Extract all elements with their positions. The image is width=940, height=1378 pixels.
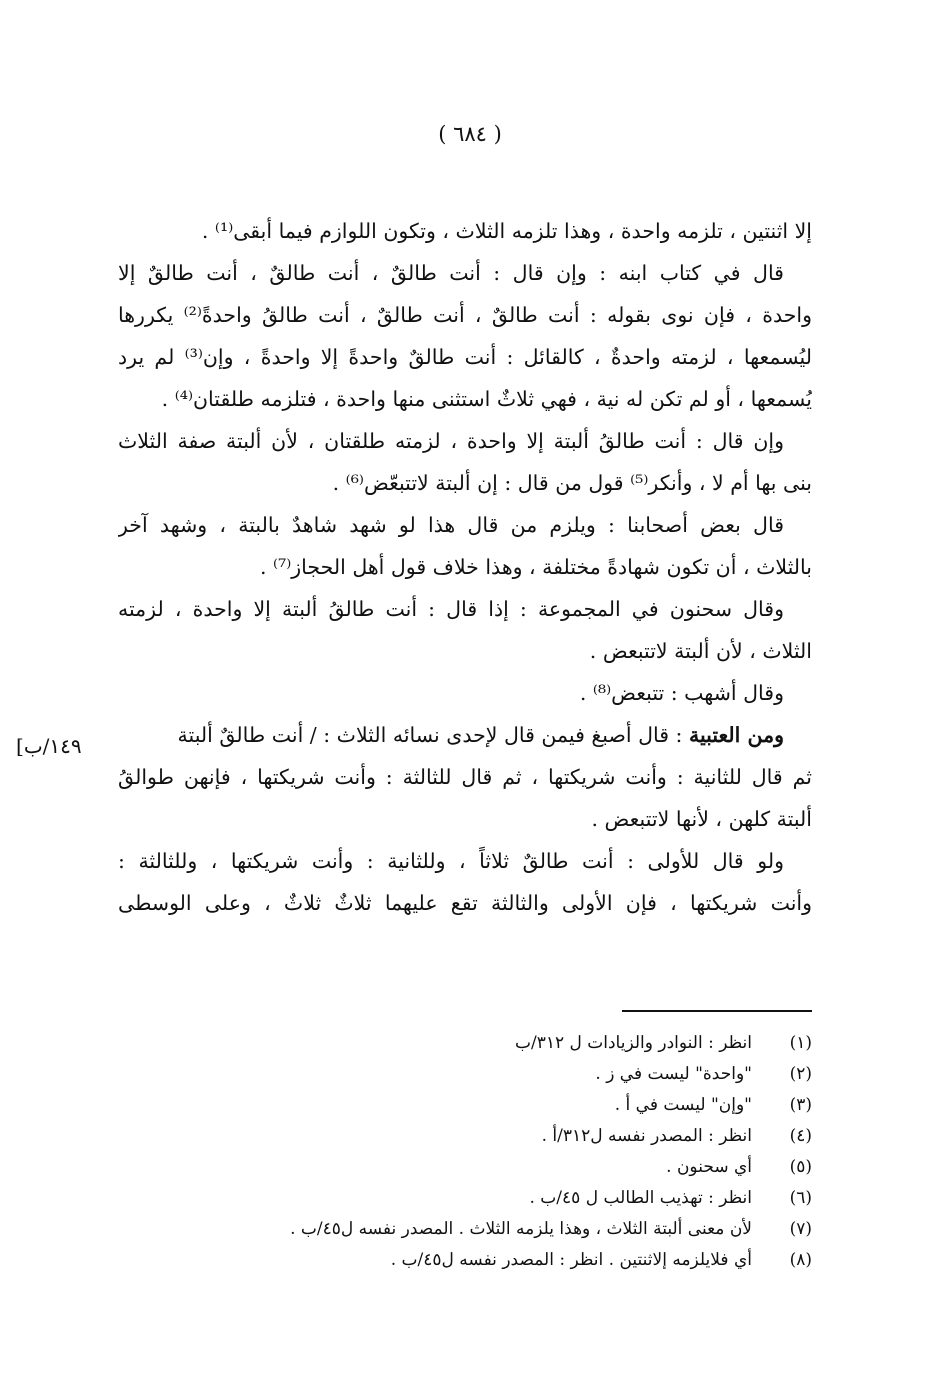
- text-line-16: ولو قال للأولى : أنت طالقٌ ثلاثاً ، وللثانية : وأنت شريكتها ، وللثالثة :: [118, 849, 784, 873]
- footnotes: [200, 1028, 812, 1276]
- footnote-text: انظر : المصدر نفسه ل٣١٢/أ .: [541, 1126, 752, 1146]
- footnote-number: (٧): [789, 1219, 812, 1239]
- text-line-2: قال في كتاب ابنه : وإن قال : أنت طالقٌ ، أنت طالقٌ ، أنت طالقٌ إلا: [118, 261, 784, 285]
- footnote-text: انظر : النوادر والزيادات ل ٣١٢/ب: [514, 1033, 752, 1053]
- text-line-8: قال بعض أصحابنا : ويلزم من قال هذا لو شهد شاهدٌ بالبتة ، وشهد آخر: [118, 513, 784, 537]
- main-text: [118, 210, 812, 924]
- footnote: [200, 1090, 812, 1121]
- text-line-11: الثلاث ، لأن ألبتة لاتتبعض .: [589, 639, 812, 663]
- text-line-9: بالثلاث ، أن تكون شهادةً مختلفة ، وهذا خلاف قول أهل الحجاز⁽⁷⁾ .: [259, 555, 812, 579]
- text-line-13: ومن العتبية : قال أصبغ فيمن قال لإحدى نسائه الثلاث : / أنت طالقٌ ألبتة: [177, 723, 784, 747]
- footnote: [200, 1059, 812, 1090]
- margin-folio-note: [١٤٩/ب: [16, 734, 82, 758]
- text-line-1: إلا اثنتين ، تلزمه واحدة ، وهذا تلزمه الثلاث ، وتكون اللوازم فيما أبقى⁽¹⁾ .: [201, 219, 812, 243]
- footnote-number: (٣): [789, 1095, 812, 1115]
- footnote-number: (٦): [789, 1188, 812, 1208]
- footnote: [200, 1183, 812, 1214]
- text-line-10: وقال سحنون في المجموعة : إذا قال : أنت طالقُ ألبتة إلا واحدة ، لزمته: [118, 597, 784, 621]
- text-line-4: ليُسمعها ، لزمته واحدةٌ ، كالقائل : أنت طالقٌ واحدةً إلا واحدةً ، وإن⁽³⁾ لم يرد: [118, 345, 812, 369]
- footnote-divider: [622, 1010, 812, 1012]
- text-line-5: يُسمعها ، أو لم تكن له نية ، فهي ثلاثٌ استثنى منها واحدة ، فتلزمه طلقتان⁽⁴⁾ .: [161, 387, 812, 411]
- footnote-text: لأن معنى ألبتة الثلاث ، وهذا يلزمه الثلاث . المصدر نفسه ل٤٥/ب .: [290, 1219, 752, 1239]
- footnote-number: (٥): [789, 1157, 812, 1177]
- footnote: [200, 1152, 812, 1183]
- text-line-12: وقال أشهب : تتبعض⁽⁸⁾ .: [579, 681, 784, 705]
- text-line-6: وإن قال : أنت طالقُ ألبتة إلا واحدة ، لزمته طلقتان ، لأن ألبتة صفة الثلاث: [118, 429, 784, 453]
- text-line-14: ثم قال للثانية : وأنت شريكتها ، ثم قال للثالثة : وأنت شريكتها ، فإنهن طوالقُ: [118, 765, 812, 789]
- text-line-17: وأنت شريكتها ، فإن الأولى والثالثة تقع عليهما ثلاثٌ ثلاثٌ ، وعلى الوسطى: [118, 891, 812, 915]
- footnote-text: "واحدة" ليست في ز .: [595, 1064, 752, 1084]
- footnote-number: (٢): [789, 1064, 812, 1084]
- text-line-15: ألبتة كلهن ، لأنها لاتتبعض .: [591, 807, 812, 831]
- text-line-3: واحدة ، فإن نوى بقوله : أنت طالقٌ ، أنت طالقٌ ، أنت طالقُ واحدةً⁽²⁾ يكررها: [118, 303, 812, 327]
- footnote-text: أي سحنون .: [666, 1157, 752, 1177]
- footnote: [200, 1121, 812, 1152]
- section-heading-utbiyya: ومن العتبية: [688, 723, 784, 747]
- footnote: [200, 1214, 812, 1245]
- page-number: ( ٦٨٤ ): [438, 122, 502, 146]
- footnote-text: أي فلايلزمه إلاثنتين . انظر : المصدر نفسه ل٤٥/ب .: [390, 1250, 752, 1270]
- footnote-number: (٤): [789, 1126, 812, 1146]
- text-line-7: بنى بها أم لا ، وأنكر⁽⁵⁾ قول من قال : إن ألبتة لاتتبعّض⁽⁶⁾ .: [332, 471, 812, 495]
- footnote: [200, 1028, 812, 1059]
- footnote-number: (٨): [789, 1250, 812, 1270]
- footnote: [200, 1245, 812, 1276]
- footnote-number: (١): [789, 1033, 812, 1053]
- footnote-text: "وإن" ليست في أ .: [614, 1095, 752, 1115]
- footnote-text: انظر : تهذيب الطالب ل ٤٥/ب .: [529, 1188, 752, 1208]
